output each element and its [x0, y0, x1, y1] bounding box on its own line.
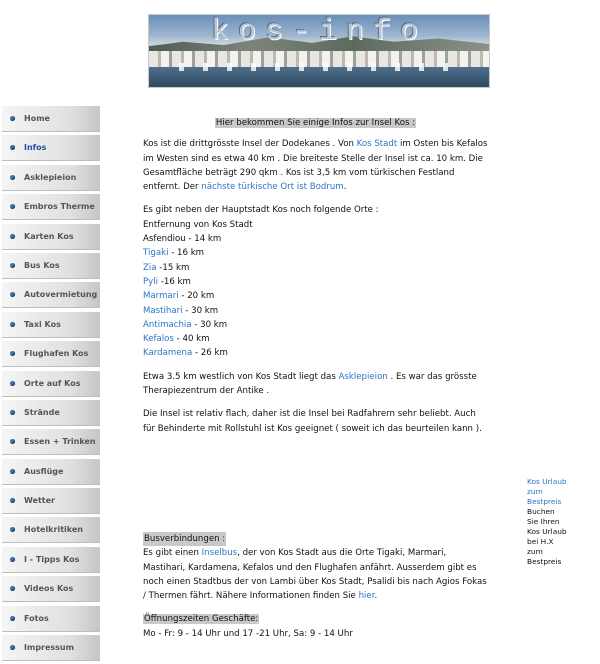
ad-text-line: Bestpreis — [527, 557, 562, 566]
place-distance: - 40 km — [173, 334, 210, 345]
sidebar-item-bus-kos[interactable] — [2, 253, 100, 279]
bus-paragraph: Busverbindungen : Es gibt einen Inselbus, der von Kos Stadt aus die Orte Tigaki, Marmari, Mastihari, Kardamena, Kefalos und den Flughafen anfährt. Ausserdem gibt es noch einen Stadtbus der von Lambi über Kos Stadt, Psalidi bis nach Agios Fokas / Thermen fährt. Nähere Informationen finden Sie hier. — [143, 534, 487, 602]
bullet-icon — [10, 292, 15, 297]
sidebar-item-label: Essen + Trinken — [24, 437, 96, 447]
sidebar-item-wetter[interactable] — [2, 488, 100, 514]
banner-boats — [179, 63, 459, 71]
asklepieion-link[interactable]: Asklepieion — [338, 371, 388, 382]
ad-text-line: Sie Ihren — [527, 517, 560, 526]
place-name[interactable]: Marmari — [143, 291, 179, 302]
sidebar-item-label: Bus Kos — [24, 260, 60, 270]
place-item — [143, 346, 488, 360]
bullet-icon — [10, 263, 15, 268]
bottom-content — [143, 532, 488, 650]
bodrum-link[interactable]: nächste türkische Ort ist Bodrum — [201, 182, 344, 193]
place-distance: -16 km — [158, 276, 191, 287]
place-distance: - 16 km — [168, 248, 205, 259]
place-item — [143, 304, 488, 318]
sidebar-item-asklepieion[interactable] — [2, 165, 100, 191]
sidebar-item-videos-kos[interactable] — [2, 576, 100, 602]
hours-heading: Öffnungszeiten Geschäfte: — [144, 614, 259, 625]
places-list — [143, 232, 488, 361]
sidebar-item-label: I - Tipps Kos — [24, 554, 80, 564]
place-name: Asfendiou — [143, 234, 186, 245]
sidebar-item-label: Fotos — [24, 613, 49, 623]
place-item — [143, 289, 488, 303]
sidebar-item-label: Taxi Kos — [24, 319, 61, 329]
sidebar-item-label: Karten Kos — [24, 231, 74, 241]
bullet-icon — [10, 527, 15, 532]
ad-link-line: Kos Urlaub — [527, 477, 567, 486]
place-name[interactable]: Mastihari — [143, 305, 183, 316]
booking-ad-link[interactable] — [527, 477, 587, 507]
ad-text-line: zum — [527, 547, 543, 556]
sidebar-item-impressum[interactable] — [2, 635, 100, 661]
place-item — [143, 275, 488, 289]
place-item — [143, 318, 488, 332]
sidebar-item-label: Infos — [24, 143, 47, 153]
sidebar-item-label: Impressum — [24, 643, 74, 653]
bullet-icon — [10, 586, 15, 591]
bullet-icon — [10, 410, 15, 415]
booking-ad-text — [527, 507, 587, 567]
place-name[interactable]: Antimachia — [143, 319, 192, 330]
main-content — [143, 116, 488, 445]
place-distance: - 20 km — [178, 291, 215, 302]
sidebar-item-hotelkritiken[interactable] — [2, 517, 100, 543]
place-item — [143, 261, 488, 275]
bullet-icon — [10, 116, 15, 121]
hours-text: Mo - Fr: 9 - 14 Uhr und 17 -21 Uhr, Sa: 9 - 14 Uhr — [143, 628, 353, 639]
sidebar-item-label: Flughafen Kos — [24, 349, 89, 359]
sidebar-item-flughafen-kos[interactable] — [2, 341, 100, 367]
places-intro: Es gibt neben der Hauptstadt Kos noch folgende Orte : — [143, 205, 379, 216]
bullet-icon — [10, 351, 15, 356]
booking-ad — [527, 477, 587, 567]
sidebar-item-fotos[interactable] — [2, 606, 100, 632]
hours-paragraph — [143, 612, 488, 641]
ad-text-line: Kos Urlaub — [527, 527, 567, 536]
sidebar-item-karten-kos[interactable] — [2, 224, 100, 250]
place-item — [143, 232, 488, 246]
sidebar-item-strände[interactable] — [2, 400, 100, 426]
sidebar-item-i-tipps-kos[interactable] — [2, 547, 100, 573]
flach-paragraph: Die Insel ist relativ flach, daher ist die Insel bei Radfahrern sehr beliebt. Auch für Behinderte mit Rollstuhl ist Kos geeignet ( soweit ich das beurteilen kann ). — [143, 409, 482, 434]
place-name[interactable]: Zia — [143, 262, 157, 273]
sidebar-item-essen-trinken[interactable] — [2, 429, 100, 455]
place-name[interactable]: Kefalos — [143, 334, 174, 345]
bullet-icon — [10, 498, 15, 503]
place-item — [143, 246, 488, 260]
place-distance: -15 km — [156, 262, 190, 273]
place-name[interactable]: Kardamena — [143, 348, 193, 359]
bullet-icon — [10, 616, 15, 621]
bullet-icon — [10, 234, 15, 239]
bus-heading: Busverbindungen : — [143, 532, 226, 546]
intro-paragraph: Kos ist die drittgrösste Insel der Dodekanes . Von Kos Stadt im Osten bis Kefalos im Westen sind es etwa 40 km . Die breiteste Stelle der Insel ist ca. 10 km. Die Gesamtfläche beträgt 290 qkm . Kos ist 3,5 km vom türkischen Festland entfernt. Der nächste türkische Ort ist Bodrum. — [143, 139, 488, 193]
bullet-icon — [10, 557, 15, 562]
kos-stadt-link[interactable]: Kos Stadt — [356, 139, 398, 150]
sidebar-item-label: Embros Therme — [24, 202, 95, 212]
sidebar-item-ausflüge[interactable] — [2, 459, 100, 485]
sidebar-item-home[interactable] — [2, 106, 100, 132]
place-distance: - 30 km — [191, 319, 228, 330]
sidebar-item-label: Hotelkritiken — [24, 525, 83, 535]
bus-info-link[interactable]: hier — [358, 591, 375, 602]
places-block — [143, 203, 488, 360]
ad-text-line: Buchen — [527, 507, 555, 516]
bullet-icon — [10, 381, 15, 386]
inselbus-link[interactable]: Inselbus — [201, 548, 238, 559]
sidebar-item-embros-therme[interactable] — [2, 194, 100, 220]
sidebar-item-label: Ausflüge — [24, 466, 64, 476]
sidebar-item-taxi-kos[interactable] — [2, 312, 100, 338]
place-distance: - 30 km — [182, 305, 219, 316]
sidebar-item-label: Wetter — [24, 496, 55, 506]
place-item — [143, 332, 488, 346]
page-heading: Hier bekommen Sie einige Infos zur Insel Kos : — [215, 118, 416, 128]
places-subtitle: Entfernung von Kos Stadt — [143, 219, 253, 230]
ad-text-line: bei H.X — [527, 537, 554, 546]
place-name[interactable]: Pyli — [143, 276, 159, 287]
sidebar-item-label: Autovermietung — [24, 290, 98, 300]
sidebar-nav — [2, 106, 100, 664]
bullet-icon — [10, 204, 15, 209]
place-distance: - 26 km — [192, 348, 228, 359]
sidebar-item-autovermietung[interactable] — [2, 282, 100, 308]
place-name[interactable]: Tigaki — [143, 248, 169, 259]
asklepieion-paragraph: Etwa 3.5 km westlich von Kos Stadt liegt das Asklepieion . Es war das grösste Therapiezentrum der Antike . — [143, 371, 477, 397]
bullet-icon — [10, 439, 15, 444]
sidebar-item-label: Home — [24, 114, 50, 123]
sidebar-item-label: Strände — [24, 407, 60, 417]
bullet-icon — [10, 145, 15, 150]
ad-link-line: zum — [527, 487, 543, 496]
banner-title: kos-info — [210, 15, 428, 49]
site-banner — [148, 14, 490, 88]
sidebar-item-label: Asklepieion — [24, 172, 77, 182]
place-distance: - 14 km — [185, 234, 222, 245]
sidebar-item-orte-auf-kos[interactable] — [2, 371, 100, 397]
ad-link-line: Bestpreis — [527, 497, 562, 506]
bullet-icon — [10, 175, 15, 180]
sidebar-item-label: Orte auf Kos — [24, 378, 81, 388]
sidebar-item-infos[interactable] — [2, 135, 100, 161]
sidebar-item-label: Videos Kos — [24, 584, 74, 594]
bullet-icon — [10, 322, 15, 327]
bullet-icon — [10, 469, 15, 474]
